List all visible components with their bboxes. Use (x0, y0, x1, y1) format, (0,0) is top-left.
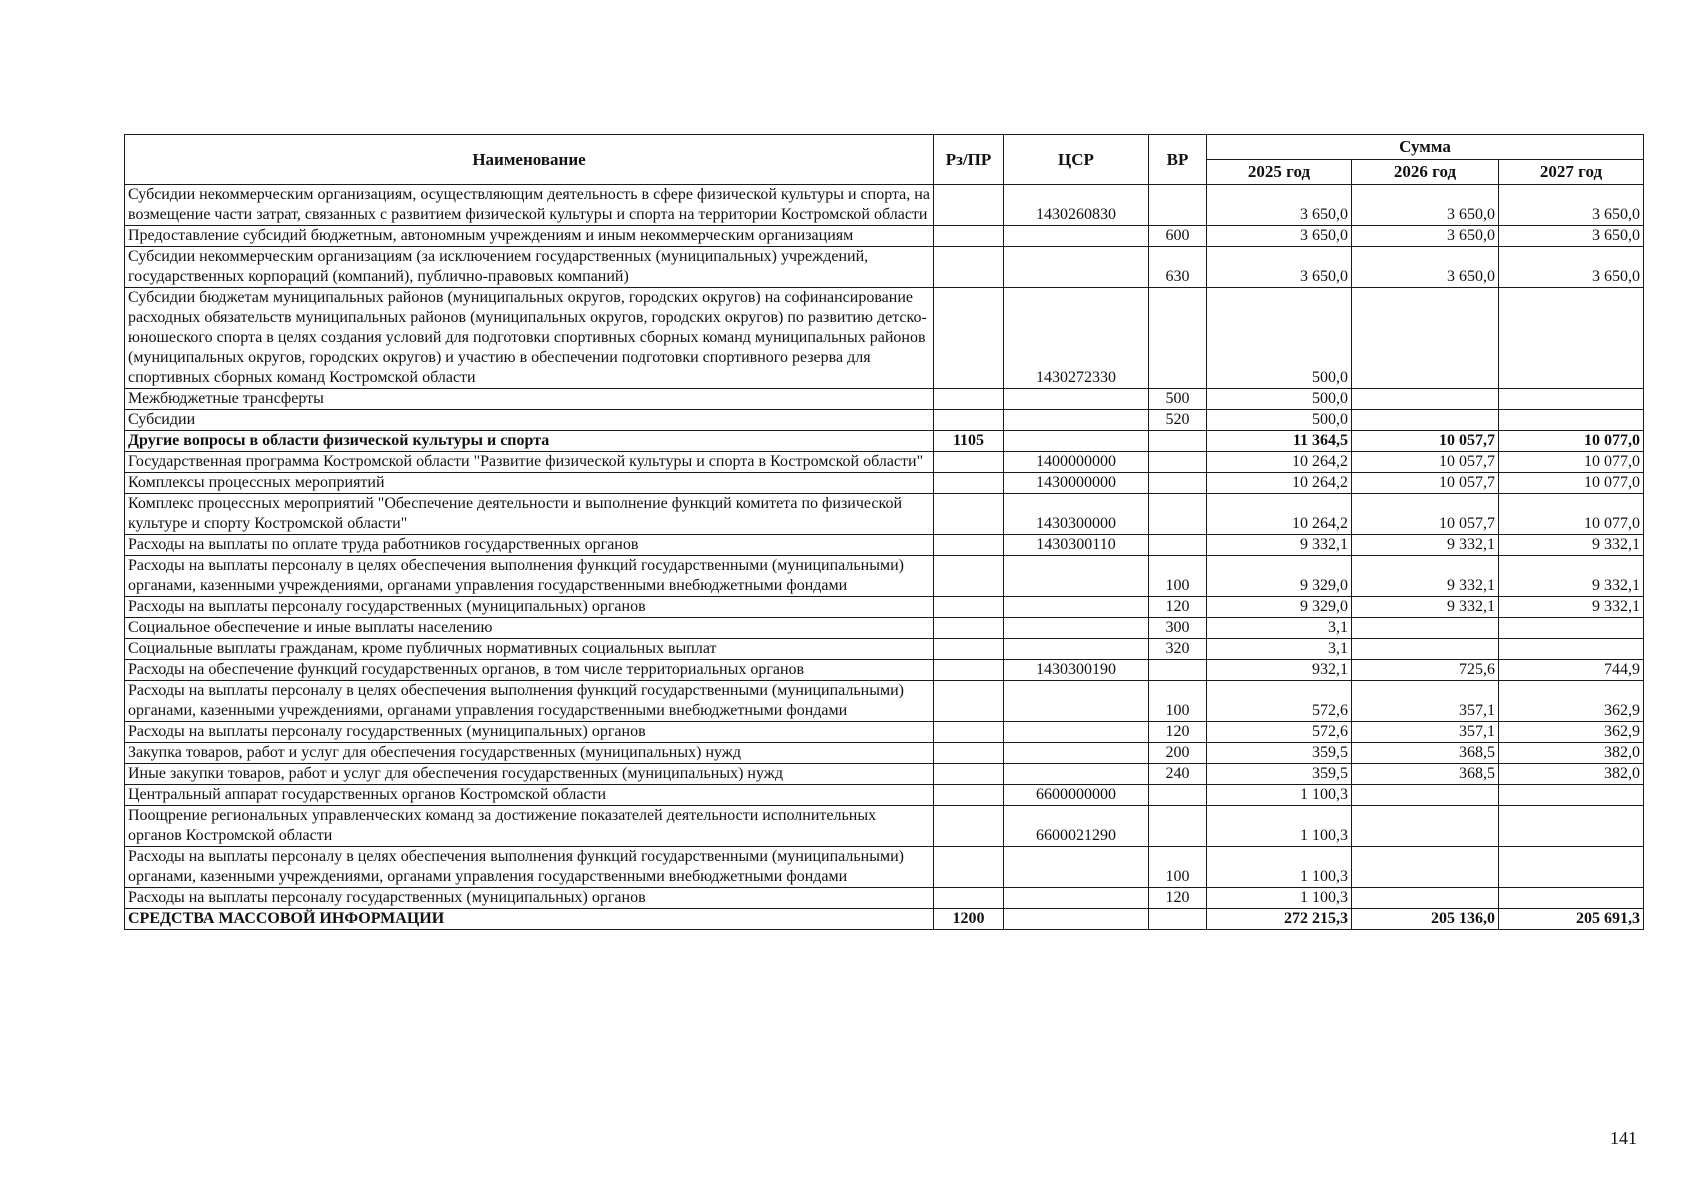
cell-csr: 1430300000 (1004, 494, 1149, 535)
cell-rzpr (934, 494, 1004, 535)
cell-rzpr: 1200 (934, 909, 1004, 930)
cell-csr (1004, 226, 1149, 247)
cell-name: Межбюджетные трансферты (125, 389, 934, 410)
header-year-2026: 2026 год (1352, 160, 1499, 185)
cell-2027: 10 077,0 (1499, 494, 1644, 535)
cell-2026: 10 057,7 (1352, 431, 1499, 452)
cell-2026 (1352, 806, 1499, 847)
cell-2027: 10 077,0 (1499, 431, 1644, 452)
cell-rzpr (934, 452, 1004, 473)
cell-vr: 240 (1149, 764, 1207, 785)
cell-rzpr (934, 722, 1004, 743)
cell-vr (1149, 806, 1207, 847)
page-number: 141 (1610, 1128, 1637, 1148)
cell-name: Комплекс процессных мероприятий "Обеспечение деятельности и выполнение функций комитета по физической культуре и спорту Костромской области" (125, 494, 934, 535)
cell-csr (1004, 909, 1149, 930)
cell-2027: 10 077,0 (1499, 473, 1644, 494)
cell-2026: 9 332,1 (1352, 556, 1499, 597)
cell-vr: 520 (1149, 410, 1207, 431)
cell-2026 (1352, 888, 1499, 909)
cell-2027: 744,9 (1499, 660, 1644, 681)
cell-name: Расходы на выплаты персоналу в целях обеспечения выполнения функций государственными (муниципальными) органами, казенными учреждениями, органами управления государственными внебюджетными фондами (125, 556, 934, 597)
cell-vr: 100 (1149, 556, 1207, 597)
cell-csr: 1430300190 (1004, 660, 1149, 681)
cell-name: Государственная программа Костромской области "Развитие физической культуры и спорта в Костромской области" (125, 452, 934, 473)
cell-2026: 10 057,7 (1352, 473, 1499, 494)
cell-rzpr (934, 681, 1004, 722)
cell-rzpr (934, 888, 1004, 909)
cell-name: Расходы на выплаты персоналу государственных (муниципальных) органов (125, 888, 934, 909)
cell-name: Субсидии бюджетам муниципальных районов (муниципальных округов, городских округов) на софинансирование расходных обязательств муниципальных районов (муниципальных округов, городских округов) по развитию детско-юношеского спорта в целях создания условий для подготовки спортивных сборных команд муниципальных районов (муниципальных округов, городских округов) и участию в обеспечении подготовки спортивного резерва для спортивных сборных команд Костромской области (125, 288, 934, 389)
budget-table (124, 134, 1644, 930)
header-name: Наименование (125, 135, 934, 185)
cell-csr (1004, 639, 1149, 660)
cell-2025: 572,6 (1207, 722, 1352, 743)
cell-2026: 9 332,1 (1352, 597, 1499, 618)
cell-vr: 120 (1149, 597, 1207, 618)
cell-vr (1149, 660, 1207, 681)
cell-vr (1149, 431, 1207, 452)
cell-name: Субсидии некоммерческим организациям (за исключением государственных (муниципальных) учреждений, государственных корпораций (компаний), публично-правовых компаний) (125, 247, 934, 288)
cell-2027: 3 650,0 (1499, 247, 1644, 288)
cell-csr (1004, 618, 1149, 639)
cell-csr: 6600021290 (1004, 806, 1149, 847)
cell-2025: 10 264,2 (1207, 452, 1352, 473)
cell-vr (1149, 473, 1207, 494)
cell-2027: 3 650,0 (1499, 185, 1644, 226)
cell-2025: 359,5 (1207, 764, 1352, 785)
cell-2027: 9 332,1 (1499, 556, 1644, 597)
cell-2025: 932,1 (1207, 660, 1352, 681)
cell-csr (1004, 681, 1149, 722)
table-row (125, 226, 1644, 247)
cell-2025: 10 264,2 (1207, 473, 1352, 494)
cell-name: Центральный аппарат государственных органов Костромской области (125, 785, 934, 806)
cell-2026: 9 332,1 (1352, 535, 1499, 556)
cell-2027 (1499, 410, 1644, 431)
cell-vr: 500 (1149, 389, 1207, 410)
cell-name: Другие вопросы в области физической культуры и спорта (125, 431, 934, 452)
cell-2025: 572,6 (1207, 681, 1352, 722)
table-row (125, 785, 1644, 806)
table-row (125, 597, 1644, 618)
cell-rzpr (934, 247, 1004, 288)
cell-rzpr (934, 806, 1004, 847)
table-row (125, 681, 1644, 722)
cell-name: Закупка товаров, работ и услуг для обеспечения государственных (муниципальных) нужд (125, 743, 934, 764)
cell-2026: 10 057,7 (1352, 452, 1499, 473)
table-row (125, 452, 1644, 473)
cell-2026 (1352, 639, 1499, 660)
cell-csr (1004, 743, 1149, 764)
table-row (125, 618, 1644, 639)
header-csr: ЦСР (1004, 135, 1149, 185)
table-row (125, 556, 1644, 597)
cell-vr: 600 (1149, 226, 1207, 247)
cell-rzpr (934, 185, 1004, 226)
cell-2025: 3 650,0 (1207, 247, 1352, 288)
cell-2026: 357,1 (1352, 722, 1499, 743)
cell-csr (1004, 247, 1149, 288)
table-row (125, 185, 1644, 226)
cell-2027 (1499, 888, 1644, 909)
table-row (125, 639, 1644, 660)
cell-rzpr (934, 535, 1004, 556)
header-sum: Сумма (1207, 135, 1644, 160)
cell-vr: 100 (1149, 681, 1207, 722)
cell-2025: 500,0 (1207, 288, 1352, 389)
cell-rzpr (934, 226, 1004, 247)
cell-csr: 1430272330 (1004, 288, 1149, 389)
cell-2027: 10 077,0 (1499, 452, 1644, 473)
cell-vr: 120 (1149, 722, 1207, 743)
cell-rzpr (934, 288, 1004, 389)
table-header (125, 135, 1644, 185)
cell-2026 (1352, 847, 1499, 888)
cell-2027: 362,9 (1499, 722, 1644, 743)
table-row (125, 535, 1644, 556)
cell-vr (1149, 909, 1207, 930)
cell-csr: 6600000000 (1004, 785, 1149, 806)
table-row (125, 494, 1644, 535)
cell-2025: 359,5 (1207, 743, 1352, 764)
cell-rzpr (934, 618, 1004, 639)
cell-2025: 1 100,3 (1207, 847, 1352, 888)
cell-rzpr (934, 785, 1004, 806)
cell-vr (1149, 535, 1207, 556)
cell-2025: 9 332,1 (1207, 535, 1352, 556)
cell-2027: 9 332,1 (1499, 535, 1644, 556)
cell-rzpr (934, 556, 1004, 597)
cell-name: Предоставление субсидий бюджетным, автономным учреждениям и иным некоммерческим организациям (125, 226, 934, 247)
cell-name: Расходы на выплаты по оплате труда работников государственных органов (125, 535, 934, 556)
header-year-2025: 2025 год (1207, 160, 1352, 185)
table-row (125, 247, 1644, 288)
table-row (125, 288, 1644, 389)
table-body (125, 185, 1644, 930)
cell-rzpr (934, 639, 1004, 660)
cell-csr (1004, 389, 1149, 410)
cell-2025: 3,1 (1207, 618, 1352, 639)
cell-2026 (1352, 288, 1499, 389)
table-row (125, 847, 1644, 888)
cell-2027 (1499, 288, 1644, 389)
cell-csr (1004, 431, 1149, 452)
cell-name: Иные закупки товаров, работ и услуг для обеспечения государственных (муниципальных) нужд (125, 764, 934, 785)
table-row (125, 410, 1644, 431)
table-row (125, 473, 1644, 494)
cell-vr: 630 (1149, 247, 1207, 288)
cell-vr (1149, 452, 1207, 473)
table-row (125, 722, 1644, 743)
cell-2025: 11 364,5 (1207, 431, 1352, 452)
cell-csr (1004, 556, 1149, 597)
cell-rzpr (934, 764, 1004, 785)
cell-name: Расходы на выплаты персоналу в целях обеспечения выполнения функций государственными (муниципальными) органами, казенными учреждениями, органами управления государственными внебюджетными фондами (125, 847, 934, 888)
cell-2027: 382,0 (1499, 743, 1644, 764)
cell-2026: 3 650,0 (1352, 247, 1499, 288)
table-row (125, 806, 1644, 847)
table-row (125, 389, 1644, 410)
cell-2025: 500,0 (1207, 389, 1352, 410)
cell-2026 (1352, 410, 1499, 431)
cell-2027: 205 691,3 (1499, 909, 1644, 930)
cell-2025: 10 264,2 (1207, 494, 1352, 535)
cell-rzpr (934, 389, 1004, 410)
cell-name: Социальное обеспечение и иные выплаты населению (125, 618, 934, 639)
cell-2027 (1499, 639, 1644, 660)
cell-vr (1149, 785, 1207, 806)
cell-vr (1149, 494, 1207, 535)
cell-name: Расходы на выплаты персоналу государственных (муниципальных) органов (125, 597, 934, 618)
cell-2026 (1352, 785, 1499, 806)
cell-2025: 3,1 (1207, 639, 1352, 660)
cell-2027 (1499, 806, 1644, 847)
cell-csr (1004, 410, 1149, 431)
cell-2025: 9 329,0 (1207, 556, 1352, 597)
cell-rzpr (934, 847, 1004, 888)
cell-csr: 1400000000 (1004, 452, 1149, 473)
cell-2025: 1 100,3 (1207, 888, 1352, 909)
cell-csr: 1430260830 (1004, 185, 1149, 226)
table-row (125, 660, 1644, 681)
cell-rzpr (934, 743, 1004, 764)
cell-csr (1004, 888, 1149, 909)
cell-2026: 10 057,7 (1352, 494, 1499, 535)
cell-name: Субсидии некоммерческим организациям, осуществляющим деятельность в сфере физической культуры и спорта, на возмещение части затрат, связанных с развитием физической культуры и спорта на территории Костромской области (125, 185, 934, 226)
cell-name: Комплексы процессных мероприятий (125, 473, 934, 494)
cell-2027 (1499, 618, 1644, 639)
cell-name: Субсидии (125, 410, 934, 431)
header-year-2027: 2027 год (1499, 160, 1644, 185)
cell-name: Расходы на выплаты персоналу государственных (муниципальных) органов (125, 722, 934, 743)
cell-2025: 500,0 (1207, 410, 1352, 431)
cell-rzpr (934, 473, 1004, 494)
cell-2025: 1 100,3 (1207, 785, 1352, 806)
cell-2026: 3 650,0 (1352, 226, 1499, 247)
cell-2025: 1 100,3 (1207, 806, 1352, 847)
cell-name: Расходы на выплаты персоналу в целях обеспечения выполнения функций государственными (муниципальными) органами, казенными учреждениями, органами управления государственными внебюджетными фондами (125, 681, 934, 722)
cell-csr (1004, 847, 1149, 888)
cell-name: Поощрение региональных управленческих команд за достижение показателей деятельности исполнительных органов Костромской области (125, 806, 934, 847)
table-row (125, 431, 1644, 452)
cell-csr: 1430000000 (1004, 473, 1149, 494)
table-row (125, 888, 1644, 909)
cell-2027: 9 332,1 (1499, 597, 1644, 618)
cell-rzpr (934, 597, 1004, 618)
cell-2026: 368,5 (1352, 743, 1499, 764)
cell-csr (1004, 597, 1149, 618)
cell-2026 (1352, 618, 1499, 639)
cell-csr (1004, 722, 1149, 743)
table-row (125, 743, 1644, 764)
cell-vr (1149, 288, 1207, 389)
cell-vr: 120 (1149, 888, 1207, 909)
table-row (125, 909, 1644, 930)
cell-2026 (1352, 389, 1499, 410)
cell-2026: 205 136,0 (1352, 909, 1499, 930)
header-vr: ВР (1149, 135, 1207, 185)
cell-rzpr (934, 660, 1004, 681)
cell-csr (1004, 764, 1149, 785)
cell-vr (1149, 185, 1207, 226)
cell-2025: 3 650,0 (1207, 185, 1352, 226)
cell-2026: 3 650,0 (1352, 185, 1499, 226)
cell-name: Социальные выплаты гражданам, кроме публичных нормативных социальных выплат (125, 639, 934, 660)
cell-vr: 320 (1149, 639, 1207, 660)
cell-name: Расходы на обеспечение функций государственных органов, в том числе территориальных органов (125, 660, 934, 681)
cell-2027 (1499, 785, 1644, 806)
header-rzpr: Рз/ПР (934, 135, 1004, 185)
cell-2025: 9 329,0 (1207, 597, 1352, 618)
cell-vr: 300 (1149, 618, 1207, 639)
cell-2026: 357,1 (1352, 681, 1499, 722)
cell-vr: 200 (1149, 743, 1207, 764)
cell-2026: 368,5 (1352, 764, 1499, 785)
cell-2026: 725,6 (1352, 660, 1499, 681)
cell-2025: 272 215,3 (1207, 909, 1352, 930)
cell-2027 (1499, 847, 1644, 888)
cell-rzpr (934, 410, 1004, 431)
cell-vr: 100 (1149, 847, 1207, 888)
cell-2027: 382,0 (1499, 764, 1644, 785)
cell-2027 (1499, 389, 1644, 410)
cell-2025: 3 650,0 (1207, 226, 1352, 247)
cell-name: СРЕДСТВА МАССОВОЙ ИНФОРМАЦИИ (125, 909, 934, 930)
table-row (125, 764, 1644, 785)
cell-rzpr: 1105 (934, 431, 1004, 452)
cell-csr: 1430300110 (1004, 535, 1149, 556)
cell-2027: 362,9 (1499, 681, 1644, 722)
cell-2027: 3 650,0 (1499, 226, 1644, 247)
